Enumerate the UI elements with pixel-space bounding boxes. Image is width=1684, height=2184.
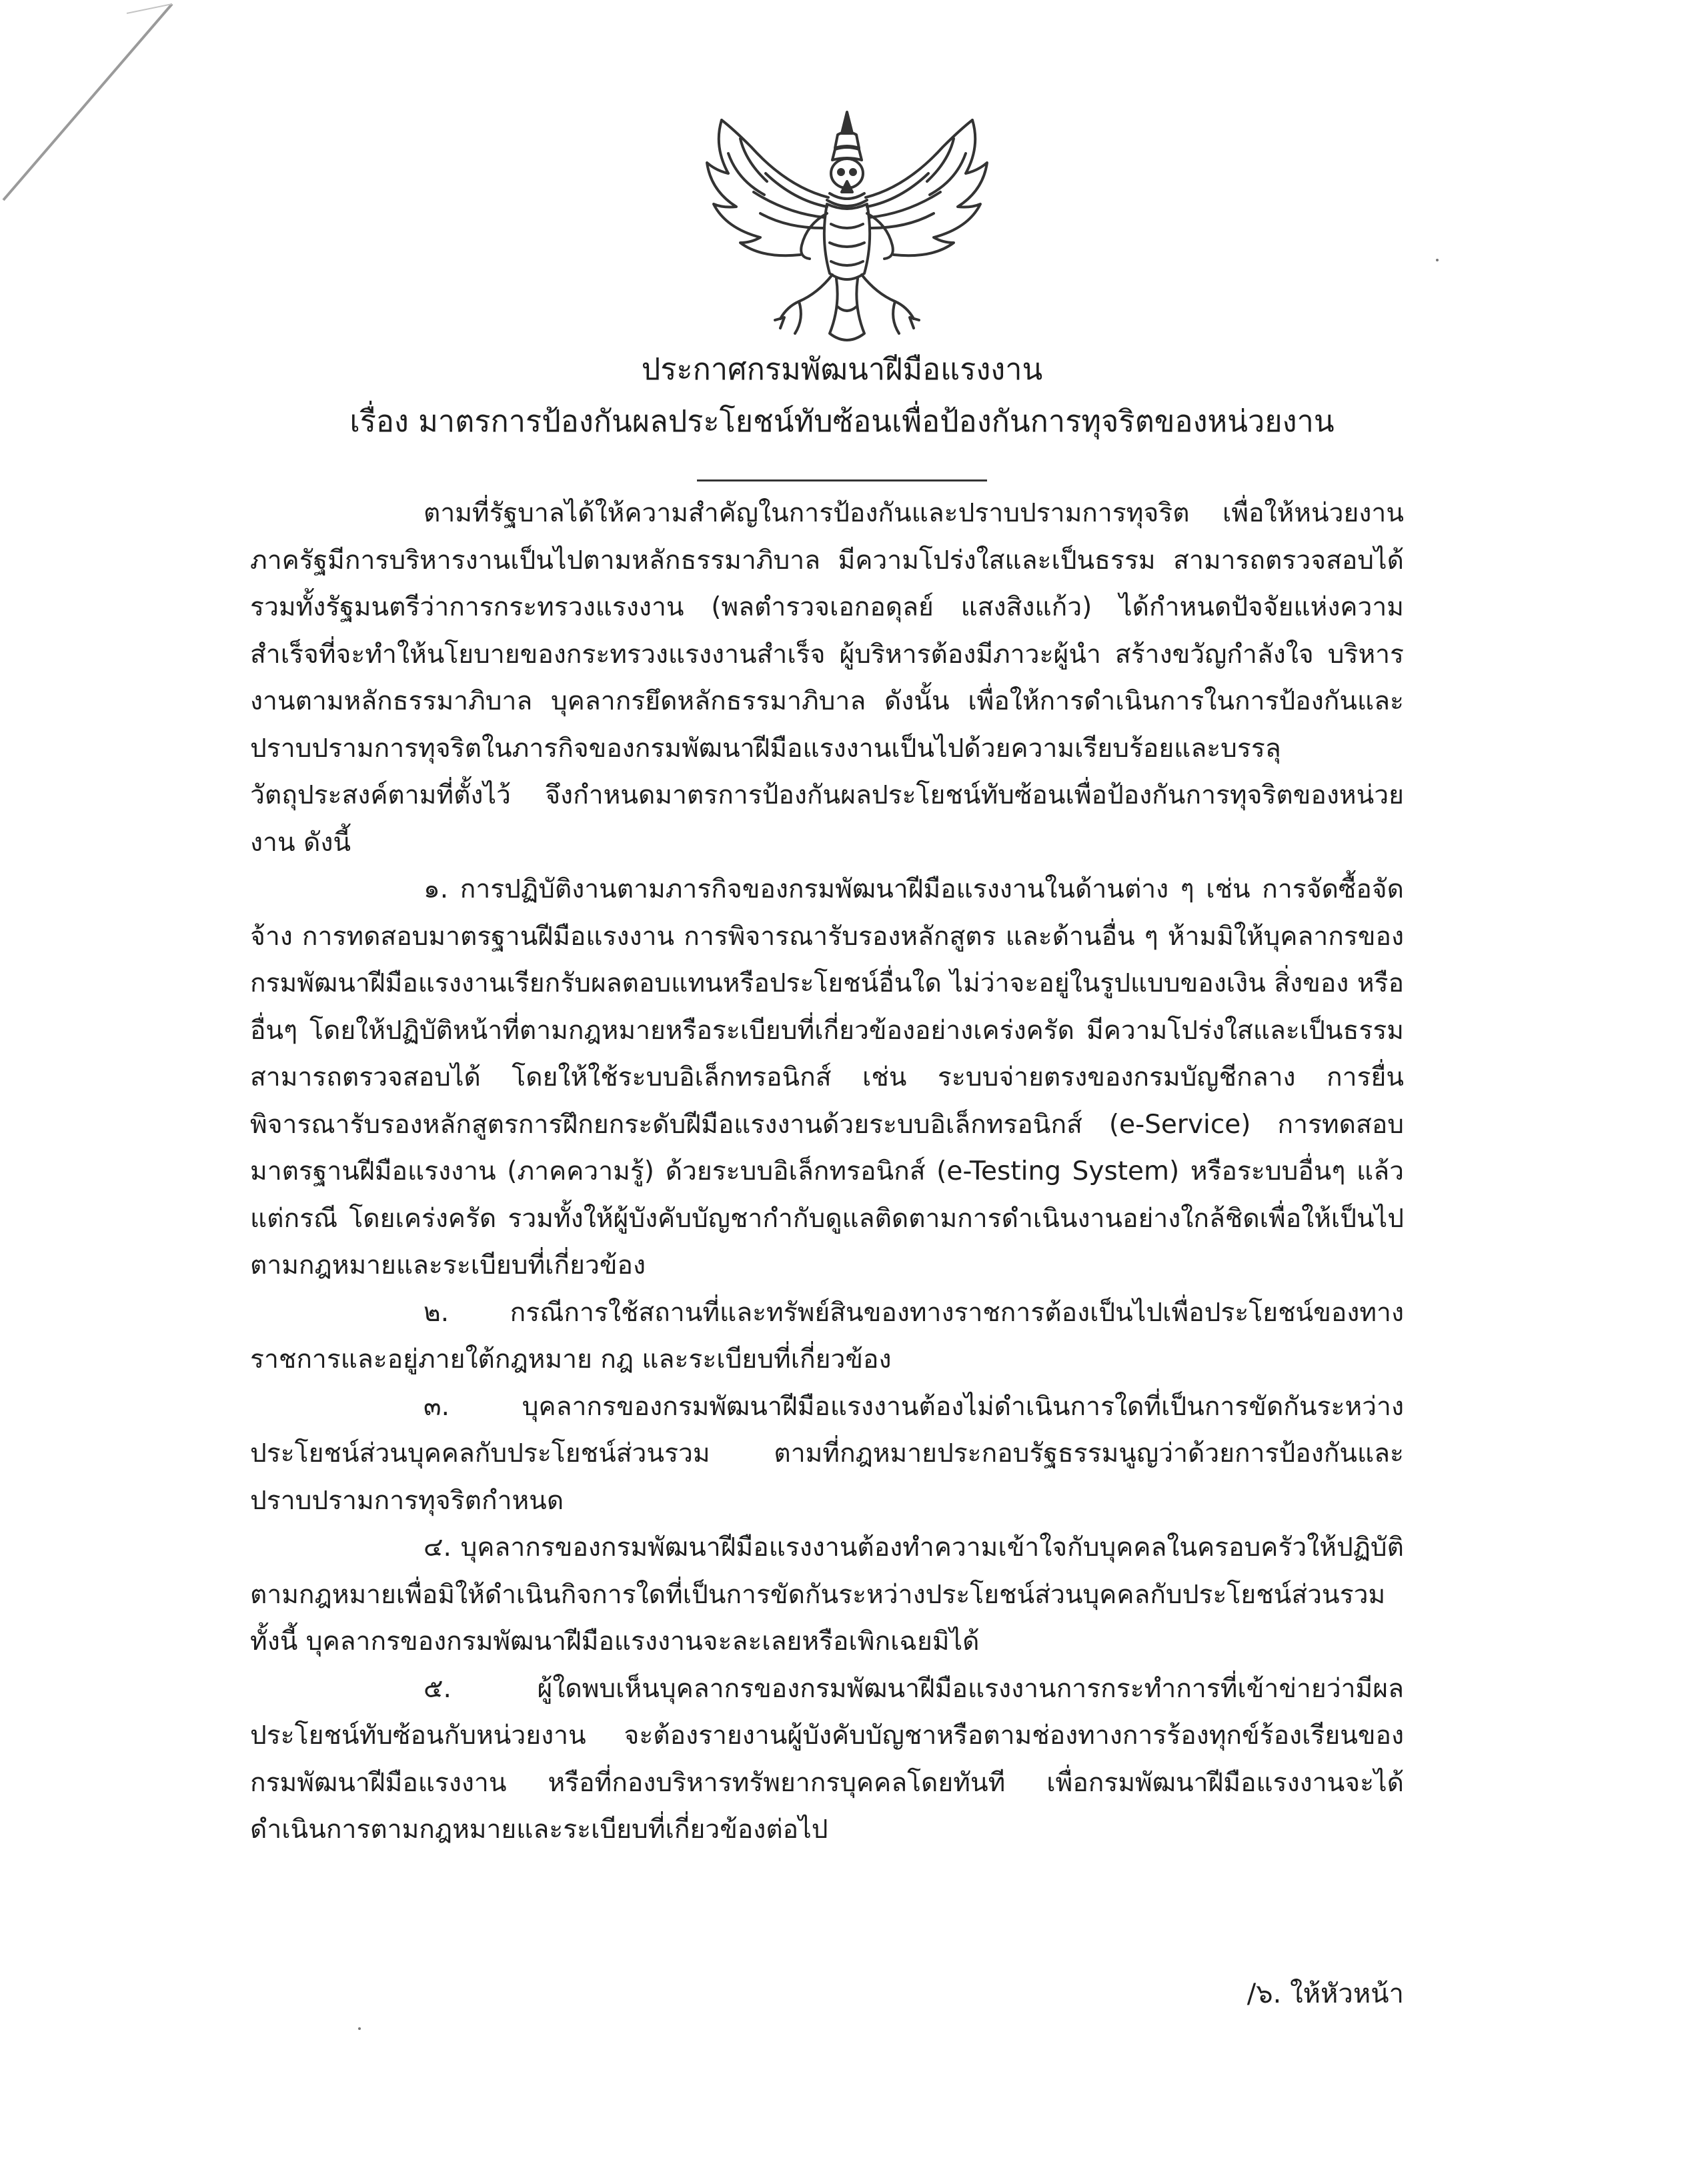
scan-speck — [1436, 259, 1439, 261]
continuation-marker: /๖. ให้หัวหน้า — [1246, 1979, 1404, 2009]
document-header — [200, 343, 1484, 481]
document-title: ประกาศกรมพัฒนาฝีมือแรงงาน — [641, 351, 1043, 387]
measure-4-paragraph: ๔. บุคลากรของกรมพัฒนาฝีมือแรงงานต้องทำความเข้าใจกับบุคคลในครอบครัวให้ปฏิบัติตามกฎหมายเพื่อมิให้ดำเนินกิจการใดที่เป็นการขัดกันระหว่างประโยชน์ส่วนบุคคลกับประโยชน์ส่วนรวม ทั้งนี้ บุคลากรของกรมพัฒนาฝีมือแรงงานจะละเลยหรือเพิกเฉยมิได้ — [250, 1532, 1404, 1657]
title-divider — [697, 479, 987, 481]
garuda-emblem — [687, 107, 1007, 353]
scan-speck — [358, 2027, 361, 2030]
measure-1-paragraph: ๑. การปฏิบัติงานตามภารกิจของกรมพัฒนาฝีมือแรงงานในด้านต่าง ๆ เช่น การจัดซื้อจัดจ้าง การทดสอบมาตรฐานฝีมือแรงงาน การพิจารณารับรองหลักสูตร และด้านอื่น ๆ ห้ามมิให้บุคลากรของกรมพัฒนาฝีมือแรงงานเรียกรับผลตอบแทนหรือประโยชน์อื่นใด ไม่ว่าจะอยู่ในรูปแบบของเงิน สิ่งของ หรืออื่นๆ โดยให้ปฏิบัติหน้าที่ตามกฎหมายหรือระเบียบที่เกี่ยวข้องอย่างเคร่งครัด มีความโปร่งใสและเป็นธรรม สามารถตรวจสอบได้ โดยให้ใช้ระบบอิเล็กทรอนิกส์ เช่น ระบบจ่ายตรงของกรมบัญชีกลาง การยื่นพิจารณารับรองหลักสูตรการฝึกยกระดับฝีมือแรงงานด้วยระบบอิเล็กทรอนิกส์ (e-Service) การทดสอบมาตรฐานฝีมือแรงงาน (ภาคความรู้) ด้วยระบบอิเล็กทรอนิกส์ (e-Testing System) หรือระบบอื่นๆ แล้วแต่กรณี โดยเคร่งครัด รวมทั้งให้ผู้บังคับบัญชากำกับดูแลติดตามการดำเนินงานอย่างใกล้ชิดเพื่อให้เป็นไปตามกฎหมายและระเบียบที่เกี่ยวข้อง — [250, 874, 1404, 1280]
measure-3-paragraph: ๓. บุคลากรของกรมพัฒนาฝีมือแรงงานต้องไม่ดำเนินการใดที่เป็นการขัดกันระหว่างประโยชน์ส่วนบุคคลกับประโยชน์ส่วนรวม ตามที่กฎหมายประกอบรัฐธรรมนูญว่าด้วยการป้องกันและปราบปรามการทุจริตกำหนด — [250, 1391, 1404, 1516]
page-fold-mark — [0, 0, 200, 213]
measure-5-paragraph: ๕. ผู้ใดพบเห็นบุคลากรของกรมพัฒนาฝีมือแรงงานการกระทำการที่เข้าข่ายว่ามีผลประโยชน์ทับซ้อนกับหน่วยงาน จะต้องรายงานผู้บังคับบัญชาหรือตามช่องทางการร้องทุกข์ร้องเรียนของกรมพัฒนาฝีมือแรงงาน หรือที่กองบริหารทรัพยากรบุคคลโดยทันที เพื่อกรมพัฒนาฝีมือแรงงานจะได้ดำเนินการตามกฎหมายและระเบียบที่เกี่ยวข้องต่อไป — [250, 1673, 1404, 1845]
intro-paragraph: ตามที่รัฐบาลได้ให้ความสำคัญในการป้องกันและปราบปรามการทุจริต เพื่อให้หน่วยงานภาครัฐมีการบริหารงานเป็นไปตามหลักธรรมาภิบาล มีความโปร่งใสและเป็นธรรม สามารถตรวจสอบได้ รวมทั้งรัฐมนตรีว่าการกระทรวงแรงงาน (พลตำรวจเอกอดุลย์ แสงสิงแก้ว) ได้กำหนดปัจจัยแห่งความสำเร็จที่จะทำให้นโยบายของกระทรวงแรงงานสำเร็จ ผู้บริหารต้องมีภาวะผู้นำ สร้างขวัญกำลังใจ บริหารงานตามหลักธรรมาภิบาล บุคลากรยึดหลักธรรมาภิบาล ดังนั้น เพื่อให้การดำเนินการในการป้องกันและปราบปรามการทุจริตในภารกิจของกรมพัฒนาฝีมือแรงงานเป็นไปด้วยความเรียบร้อยและบรรลุวัตถุประสงค์ตามที่ตั้งไว้ จึงกำหนดมาตรการป้องกันผลประโยชน์ทับซ้อนเพื่อป้องกันการทุจริตของหน่วยงาน ดังนี้ — [250, 498, 1404, 858]
document-subject: เรื่อง มาตรการป้องกันผลประโยชน์ทับซ้อนเพื่อป้องกันการทุจริตของหน่วยงาน — [349, 403, 1335, 439]
measure-2-paragraph: ๒. กรณีการใช้สถานที่และทรัพย์สินของทางราชการต้องเป็นไปเพื่อประโยชน์ของทางราชการและอยู่ภายใต้กฎหมาย กฎ และระเบียบที่เกี่ยวข้อง — [250, 1297, 1404, 1374]
document-body — [250, 490, 1404, 1854]
